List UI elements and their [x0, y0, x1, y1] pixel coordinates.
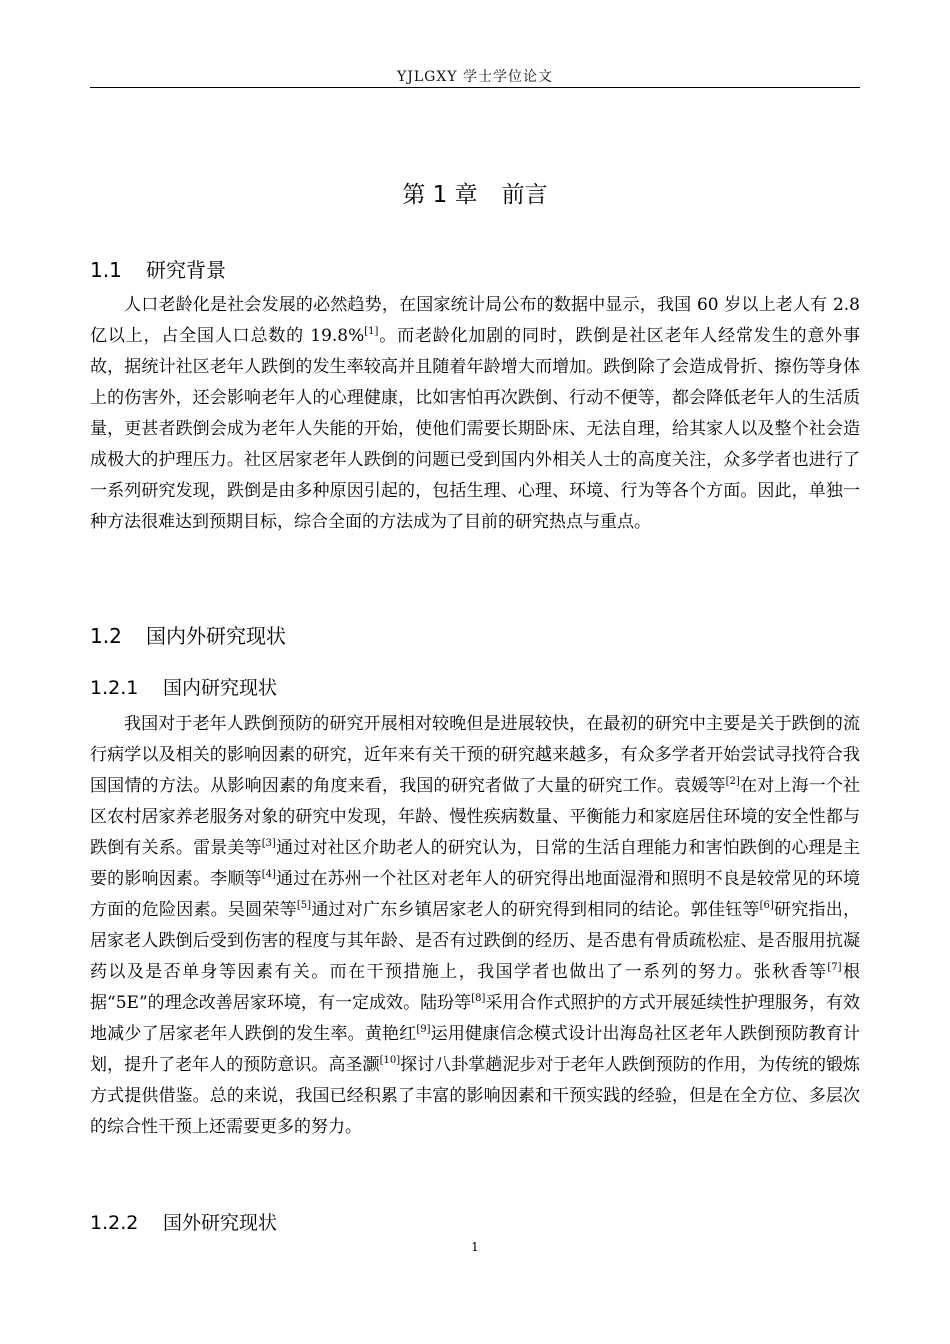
paragraph-text: 研究指出，居家老人跌倒后受到伤害的程度与其年龄、是否有过跌倒的经历、是否患有骨质疏松症、是否服用抗凝药以及是否单身等因素有关。而在干预措施上，我国学者也做出了一系列的努力。张秋香等: [90, 900, 861, 982]
paragraph-text: 通过对社区介助老人的研究认为，日常的生活自理能力和害怕跌倒的心理是主要的影响因素。李顺等: [90, 838, 861, 889]
subsection-number: 1.2.1: [90, 677, 139, 699]
section-title: 研究背景: [146, 258, 226, 282]
section-heading-1-1: [90, 254, 226, 283]
section-title: 国内外研究现状: [146, 624, 286, 648]
subsection-heading-1-2-2: [90, 1208, 277, 1235]
paragraph-text: 采用合作式照护的方式开展延续性护理服务，有效地减少了居家老年人跌倒的发生率。黄艳红: [90, 993, 860, 1044]
paragraph-text: 我国对于老年人跌倒预防的研究开展相对较晚但是进展较快，在最初的研究中主要是关于跌倒的流行病学以及相关的影响因素的研究，近年来有关干预的研究越来越多，有众多学者开始尝试寻找符合我国国情的方法。从影响因素的角度来看，我国的研究者做了大量的研究工作。袁媛等: [90, 714, 860, 796]
subsection-title: 国内研究现状: [163, 677, 278, 699]
paragraph-text: 运用健康信念模式设计出海岛社区老年人跌倒预防教育计划，提升了老年人的预防意识。高圣灏: [90, 1024, 861, 1075]
subsection-title: 国外研究现状: [163, 1212, 278, 1234]
citation-ref: [3]: [261, 838, 276, 849]
citation-ref: [10]: [379, 1055, 401, 1066]
header-rule: [90, 87, 860, 88]
paragraph-domestic-research: [90, 709, 860, 1143]
citation-ref: [2]: [725, 776, 740, 787]
chapter-heading: [90, 176, 860, 209]
running-header: YJLGXY 学士学位论文: [397, 69, 553, 85]
paragraph-text: 通过在苏州一个社区对老年人的研究得出地面湿滑和照明不良是较常见的环境方面的危险因素。吴圆荣等: [90, 869, 861, 920]
paragraph-text: 在对上海一个社区农村居家养老服务对象的研究中发现，年龄、慢性疾病数量、平衡能力和家庭居住环境的安全性都与跌倒有关系。雷景美等: [90, 776, 861, 858]
chapter-number: 第 1 章: [402, 182, 478, 208]
section-heading-1-2: [90, 620, 286, 649]
citation-ref: [4]: [261, 869, 276, 880]
paragraph-text: 探讨八卦掌趟泥步对于老年人跌倒预防的作用，为传统的锻炼方式提供借鉴。总的来说，我国已经积累了丰富的影响因素和干预实践的经验，但是在全方位、多层次的综合性干预上还需要更多的努力。: [90, 1055, 861, 1137]
citation-ref: [8]: [471, 993, 486, 1004]
paragraph-text: 。而老龄化加剧的同时，跌倒是社区老年人经常发生的意外事故，据统计社区老年人跌倒的发生率较高并且随着年龄增大而增加。跌倒除了会造成骨折、擦伤等身体上的伤害外，还会影响老年人的心理健康，比如害怕再次跌倒、行动不便等，都会降低老年人的生活质量，更甚者跌倒会成为老年人失能的开始，使他们需要长期卧床、无法自理，给其家人以及整个社会造成极大的护理压力。社区居家老年人跌倒的问题已受到国内外相关人士的高度关注，众多学者也进行了一系列研究发现，跌倒是由多种原因引起的，包括生理、心理、环境、行为等各个方面。因此，单独一种方法很难达到预期目标，综合全面的方法成为了目前的研究热点与重点。: [90, 326, 860, 532]
citation-ref: [7]: [827, 962, 842, 973]
citation-ref: [5]: [296, 900, 312, 911]
page-number: 1: [471, 1240, 479, 1254]
citation-ref: [6]: [759, 900, 774, 911]
paragraph-text: 通过对广东乡镇居家老人的研究得到相同的结论。郭佳钰等: [311, 900, 760, 920]
subsection-number: 1.2.2: [90, 1212, 139, 1234]
paragraph-text: 根据“5E”的理念改善居家环境，有一定成效。陆玢等: [90, 962, 861, 1013]
paragraph-text: 人口老龄化是社会发展的必然趋势，在国家统计局公布的数据中显示，我国 60 岁以上老人有 2.8 亿以上，占全国人口总数的 19.8%: [90, 295, 860, 346]
section-number: 1.2: [90, 624, 122, 648]
citation-ref: [1]: [364, 326, 379, 337]
section-number: 1.1: [90, 258, 122, 282]
citation-ref: [9]: [416, 1024, 431, 1035]
paragraph-background: [90, 290, 860, 538]
chapter-title: 前言: [501, 182, 548, 208]
subsection-heading-1-2-1: [90, 673, 277, 700]
